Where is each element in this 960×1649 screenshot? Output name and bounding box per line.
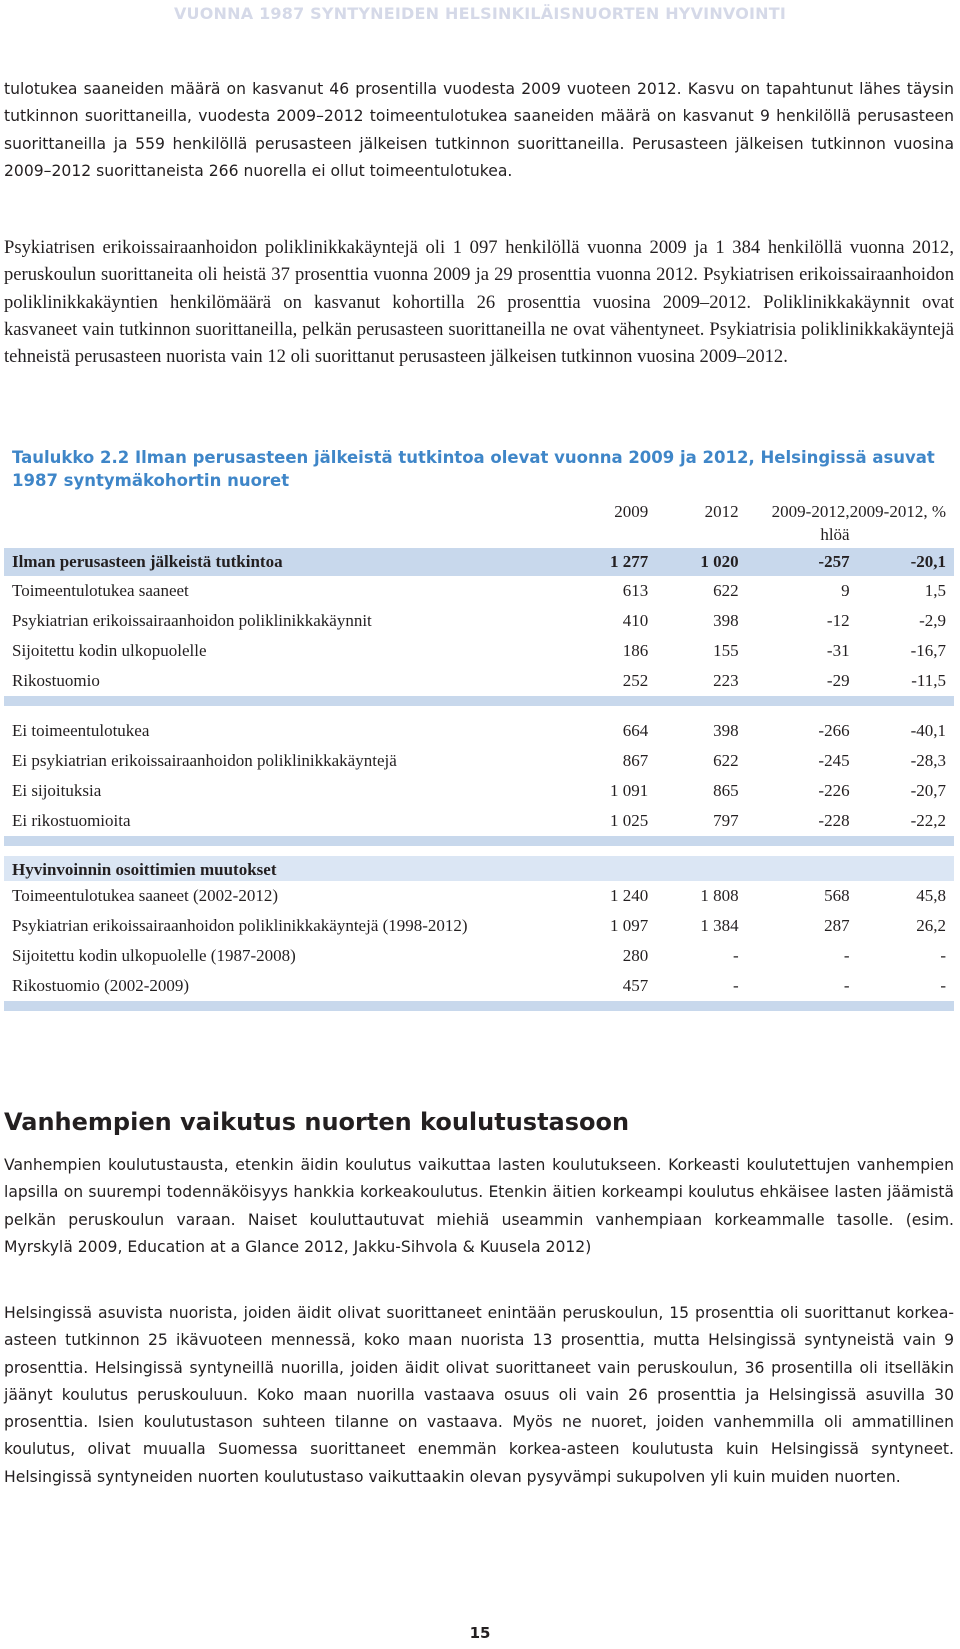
row-label: Psykiatrian erikoissairaanhoidon poliklinikkakäynnit [12, 611, 372, 630]
row-label: Psykiatrian erikoissairaanhoidon poliklinikkakäyntejä (1998-2012) [12, 916, 468, 935]
cell-change-count: -226 [818, 781, 850, 800]
paragraph-helsinki-youth: Helsingissä asuvista nuorista, joiden äidit olivat suorittaneet enintään peruskoulun, 15 prosenttia oli suorittanut korkea-asteen tutkinnon 25 ikävuoteen mennessä, koko maan nuorista 13 prosenttia, mutta Helsingissä syntyneistä vain 9 prosenttia. Helsingissä syntyneillä nuorilla, joiden äidit olivat suorittaneet vain peruskoulun, 36 prosentilla oli itselläkin jäänyt koulutus peruskouluun. Koko maan nuorilla vastaava osuus oli vain 26 prosenttia ja Helsingissä asuvilla 30 prosenttia. Isien koulutustason suhteen tilanne on vastaava. Myös ne nuoret, joiden vanhemmilla oli ammatillinen koulutus, olivat muualla Suomessa suorittaneet enemmän korkea-asteen koulutusta kuin Helsingissä syntyneet. Helsingissä syntyneiden nuorten koulutustaso vaikuttaakin olevan pysyvämpi sukupolven yli kuin muiden nuorten. [4, 1304, 954, 1486]
cell-2009: 613 [622, 581, 649, 600]
row-label: Sijoitettu kodin ulkopuolelle [12, 641, 207, 660]
cell-2009: 280 [622, 946, 649, 965]
cell-change-percent: -28,3 [910, 751, 946, 770]
cell-2009: 252 [622, 671, 649, 690]
header-label-cell [4, 500, 567, 548]
cell-change-count: 568 [824, 886, 850, 905]
cell-2009: 1 240 [610, 886, 649, 905]
cell-change-percent: -20,7 [910, 781, 946, 800]
row-label: Toimeentulotukea saaneet [12, 581, 189, 600]
section-title-row [4, 856, 954, 881]
cell-2009: 1 277 [567, 548, 648, 576]
row-label: Ilman perusasteen jälkeistä tutkintoa [4, 548, 567, 576]
cell-2012: 155 [713, 641, 739, 660]
row-label: Ei toimeentulotukea [12, 721, 150, 740]
cell-change-count: -12 [826, 611, 850, 630]
table-caption: Taulukko 2.2 Ilman perusasteen jälkeistä tutkintoa olevat vuonna 2009 ja 2012, Helsingissä asuvat 1987 syntymäkohortin nuoret [12, 448, 935, 490]
row-label: Rikostuomio [12, 671, 100, 690]
column-header: 2012 [704, 502, 739, 521]
cell-change-percent: 45,8 [916, 886, 946, 905]
cell-2012: 398 [713, 611, 739, 630]
cell-2009: 867 [622, 751, 649, 770]
cell-change-count: 287 [824, 916, 850, 935]
statistics-table [4, 500, 954, 1011]
table-row [4, 911, 954, 941]
row-label: Toimeentulotukea saaneet (2002-2012) [12, 886, 278, 905]
cell-2009: 457 [622, 976, 649, 995]
row-label: Ei psykiatrian erikoissairaanhoidon poliklinikkakäyntejä [12, 751, 397, 770]
column-header: 2009-2012, % [849, 502, 946, 521]
cell-2012: 1 384 [700, 916, 739, 935]
group-divider [4, 841, 954, 856]
cell-change-count: -266 [818, 721, 850, 740]
cell-2012: 622 [713, 751, 739, 770]
cell-change-percent: -2,9 [919, 611, 946, 630]
section-title: Hyvinvoinnin osoittimien muutokset [4, 856, 954, 881]
cell-2012: 1 808 [700, 886, 739, 905]
row-label: Sijoitettu kodin ulkopuolelle (1987-2008) [12, 946, 296, 965]
cell-change-percent: -20,1 [850, 548, 954, 576]
table-row [4, 716, 954, 746]
paragraph-income-support: tulotukea saaneiden määrä on kasvanut 46 prosentilla vuodesta 2009 vuoteen 2012. Kasvu on tapahtunut lähes täysin tutkinnon suorittaneilla, vuodesta 2009–2012 toimeentulotukea saaneiden määrä on kasvanut 9 henkilöllä perusasteen suorittaneilla ja 559 henkilöllä perusasteen jälkeisen tutkinnon suorittaneilla. Perusasteen jälkeisen tutkinnon vuosina 2009–2012 suorittaneista 266 nuorella ei ollut toimeentulotukea. [4, 80, 954, 180]
cell-change-percent: - [940, 976, 946, 995]
cell-2009: 1 025 [610, 811, 649, 830]
table-row [4, 881, 954, 911]
cell-2012: 223 [713, 671, 739, 690]
row-label: Ei rikostuomioita [12, 811, 131, 830]
cell-2009: 664 [622, 721, 649, 740]
paragraph-parents-education: Vanhempien koulutustausta, etenkin äidin koulutus vaikuttaa lasten koulutukseen. Korkeasti koulutettujen vanhempien lapsilla on suurempi todennäköisyys hankkia korkeakoulutus. Etenkin äitien korkeampi koulutus ehkäisee lasten jäämistä pelkän peruskoulun varaan. Naiset kouluttautuvat miehiä useammin vanhempiaan korkeammalle tasolle. (esim. Myrskylä 2009, Education at a Glance 2012, Jakku-Sihvola & Kuusela 2012) [4, 1156, 954, 1256]
table-row [4, 971, 954, 1001]
table-bottom-band [4, 1001, 954, 1011]
cell-2012: 398 [713, 721, 739, 740]
table-row [4, 606, 954, 636]
cell-change-percent: -11,5 [911, 671, 946, 690]
running-header: VUONNA 1987 SYNTYNEIDEN HELSINKILÄISNUORTEN HYVINVOINTI [173, 4, 787, 23]
cell-2009: 186 [622, 641, 649, 660]
cell-change-percent: 26,2 [916, 916, 946, 935]
cell-change-percent: -16,7 [910, 641, 946, 660]
table-row [4, 776, 954, 806]
group-divider [4, 701, 954, 716]
page-number: 15 [469, 1624, 491, 1642]
cell-change-count: -31 [826, 641, 850, 660]
cell-2009: 410 [622, 611, 649, 630]
cell-change-count: -245 [818, 751, 850, 770]
cell-2012: - [733, 946, 739, 965]
cell-change-count: - [843, 976, 850, 995]
cell-change-percent: - [940, 946, 946, 965]
row-label: Ei sijoituksia [12, 781, 102, 800]
row-label: Rikostuomio (2002-2009) [12, 976, 190, 995]
cell-2012: - [733, 976, 739, 995]
column-header: 2009-2012, hlöä [771, 502, 850, 544]
cell-change-percent: -40,1 [910, 721, 946, 740]
cell-change-percent: 1,5 [924, 581, 946, 600]
paragraph-psychiatric-visits: Psykiatrisen erikoissairaanhoidon poliklinikkakäyntejä oli 1 097 henkilöllä vuonna 2009 ja 1 384 henkilöllä vuonna 2012, peruskoulun suorittaneita oli heistä 37 prosenttia vuonna 2009 ja 29 prosenttia vuonna 2012. Psykiatrisen erikoissairaanhoidon poliklinikkakäyntien henkilömäärä on kasvanut kohortilla 26 prosenttia vuosina 2009–2012. Poliklinikkakäynnit ovat kasvaneet vain tutkinnon suorittaneilla, pelkän perusasteen suorittaneilla ne ovat vähentyneet. Psykiatrisia poliklinikkakäyntejä tehneistä perusasteen nuorista vain 12 oli suorittanut perusasteen jälkeisen tutkinnon vuosina 2009–2012. [4, 237, 954, 368]
section-heading: Vanhempien vaikutus nuorten koulutustasoon [4, 1108, 630, 1136]
cell-2009: 1 091 [610, 781, 649, 800]
cell-2012: 1 020 [648, 548, 738, 576]
table-header-row [4, 500, 954, 548]
cell-change-count: 9 [841, 581, 850, 600]
table-row [4, 941, 954, 971]
column-header: 2009 [614, 502, 649, 521]
cell-change-count: -228 [818, 811, 850, 830]
cell-change-count: - [843, 946, 850, 965]
cell-change-count: -29 [826, 671, 850, 690]
cell-2012: 865 [713, 781, 739, 800]
cell-change-count: -257 [739, 548, 850, 576]
table-row [4, 746, 954, 776]
table-row [4, 666, 954, 701]
cell-2012: 622 [713, 581, 739, 600]
cell-2012: 797 [713, 811, 739, 830]
table-row [4, 576, 954, 606]
table-row [4, 636, 954, 666]
cell-2009: 1 097 [610, 916, 649, 935]
cell-change-percent: -22,2 [910, 811, 946, 830]
table-row [4, 806, 954, 841]
summary-row [4, 548, 954, 576]
